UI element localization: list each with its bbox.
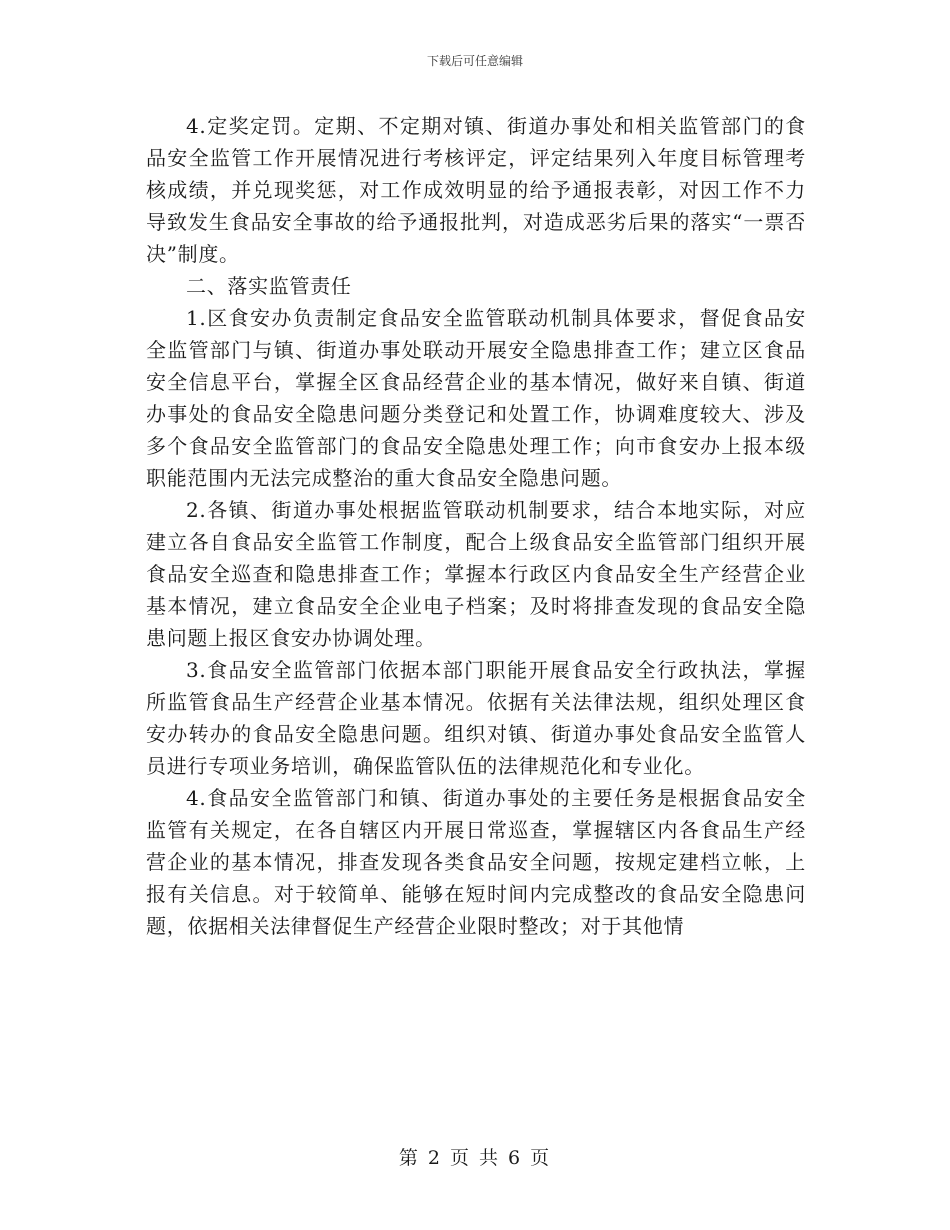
section-heading-responsibility: 二、落实监管责任 [186,274,352,298]
paragraph-towns-streets: 2.各镇、街道办事处根据监管联动机制要求，结合本地实际，对应建立各自食品安全监管工作制度，配合上级食品安全监管部门组织开展食品安全巡查和隐患排查工作；掌握本行政区内食品安全生产经营企业基本情况，建立食品安全企业电子档案；及时将排查发现的食品安全隐患问题上报区食安办协调处理。 [146,498,806,650]
paragraph-reward-punishment: 4.定奖定罚。定期、不定期对镇、街道办事处和相关监管部门的食品安全监管工作开展情况进行考核评定，评定结果列入年度目标管理考核成绩，并兑现奖惩，对工作成效明显的给予通报表彰，对因工作不力导致发生食品安全事故的给予通报批判，对造成恶劣后果的落实“一票否决”制度。 [146,114,806,266]
page-number: 第 2 页 共 6 页 [398,1147,552,1169]
paragraph-supervision-departments: 3.食品安全监管部门依据本部门职能开展食品安全行政执法，掌握所监管食品生产经营企业基本情况。依据有关法律法规，组织处理区食安办转办的食品安全隐患问题。组织对镇、街道办事处食品安全监管人员进行专项业务培训，确保监管队伍的法律规范化和专业化。 [146,658,806,778]
page-header-note: 下载后可任意编辑 [426,54,523,68]
paragraph-district-office: 1.区食安办负责制定食品安全监管联动机制具体要求，督促食品安全监管部门与镇、街道办事处联动开展安全隐患排查工作；建立区食品安全信息平台，掌握全区食品经营企业的基本情况，做好来自镇、街道办事处的食品安全隐患问题分类登记和处置工作，协调难度较大、涉及多个食品安全监管部门的食品安全隐患处理工作；向市食安办上报本级职能范围内无法完成整治的重大食品安全隐患问题。 [146,306,806,490]
paragraph-main-tasks: 4.食品安全监管部门和镇、街道办事处的主要任务是根据食品安全监管有关规定，在各自辖区内开展日常巡查，掌握辖区内各食品生产经营企业的基本情况，排查发现各类食品安全问题，按规定建档立帐，上报有关信息。对于较简单、能够在短时间内完成整改的食品安全隐患问题，依据相关法律督促生产经营企业限时整改；对于其他情 [146,786,806,938]
document-body [146,110,806,942]
